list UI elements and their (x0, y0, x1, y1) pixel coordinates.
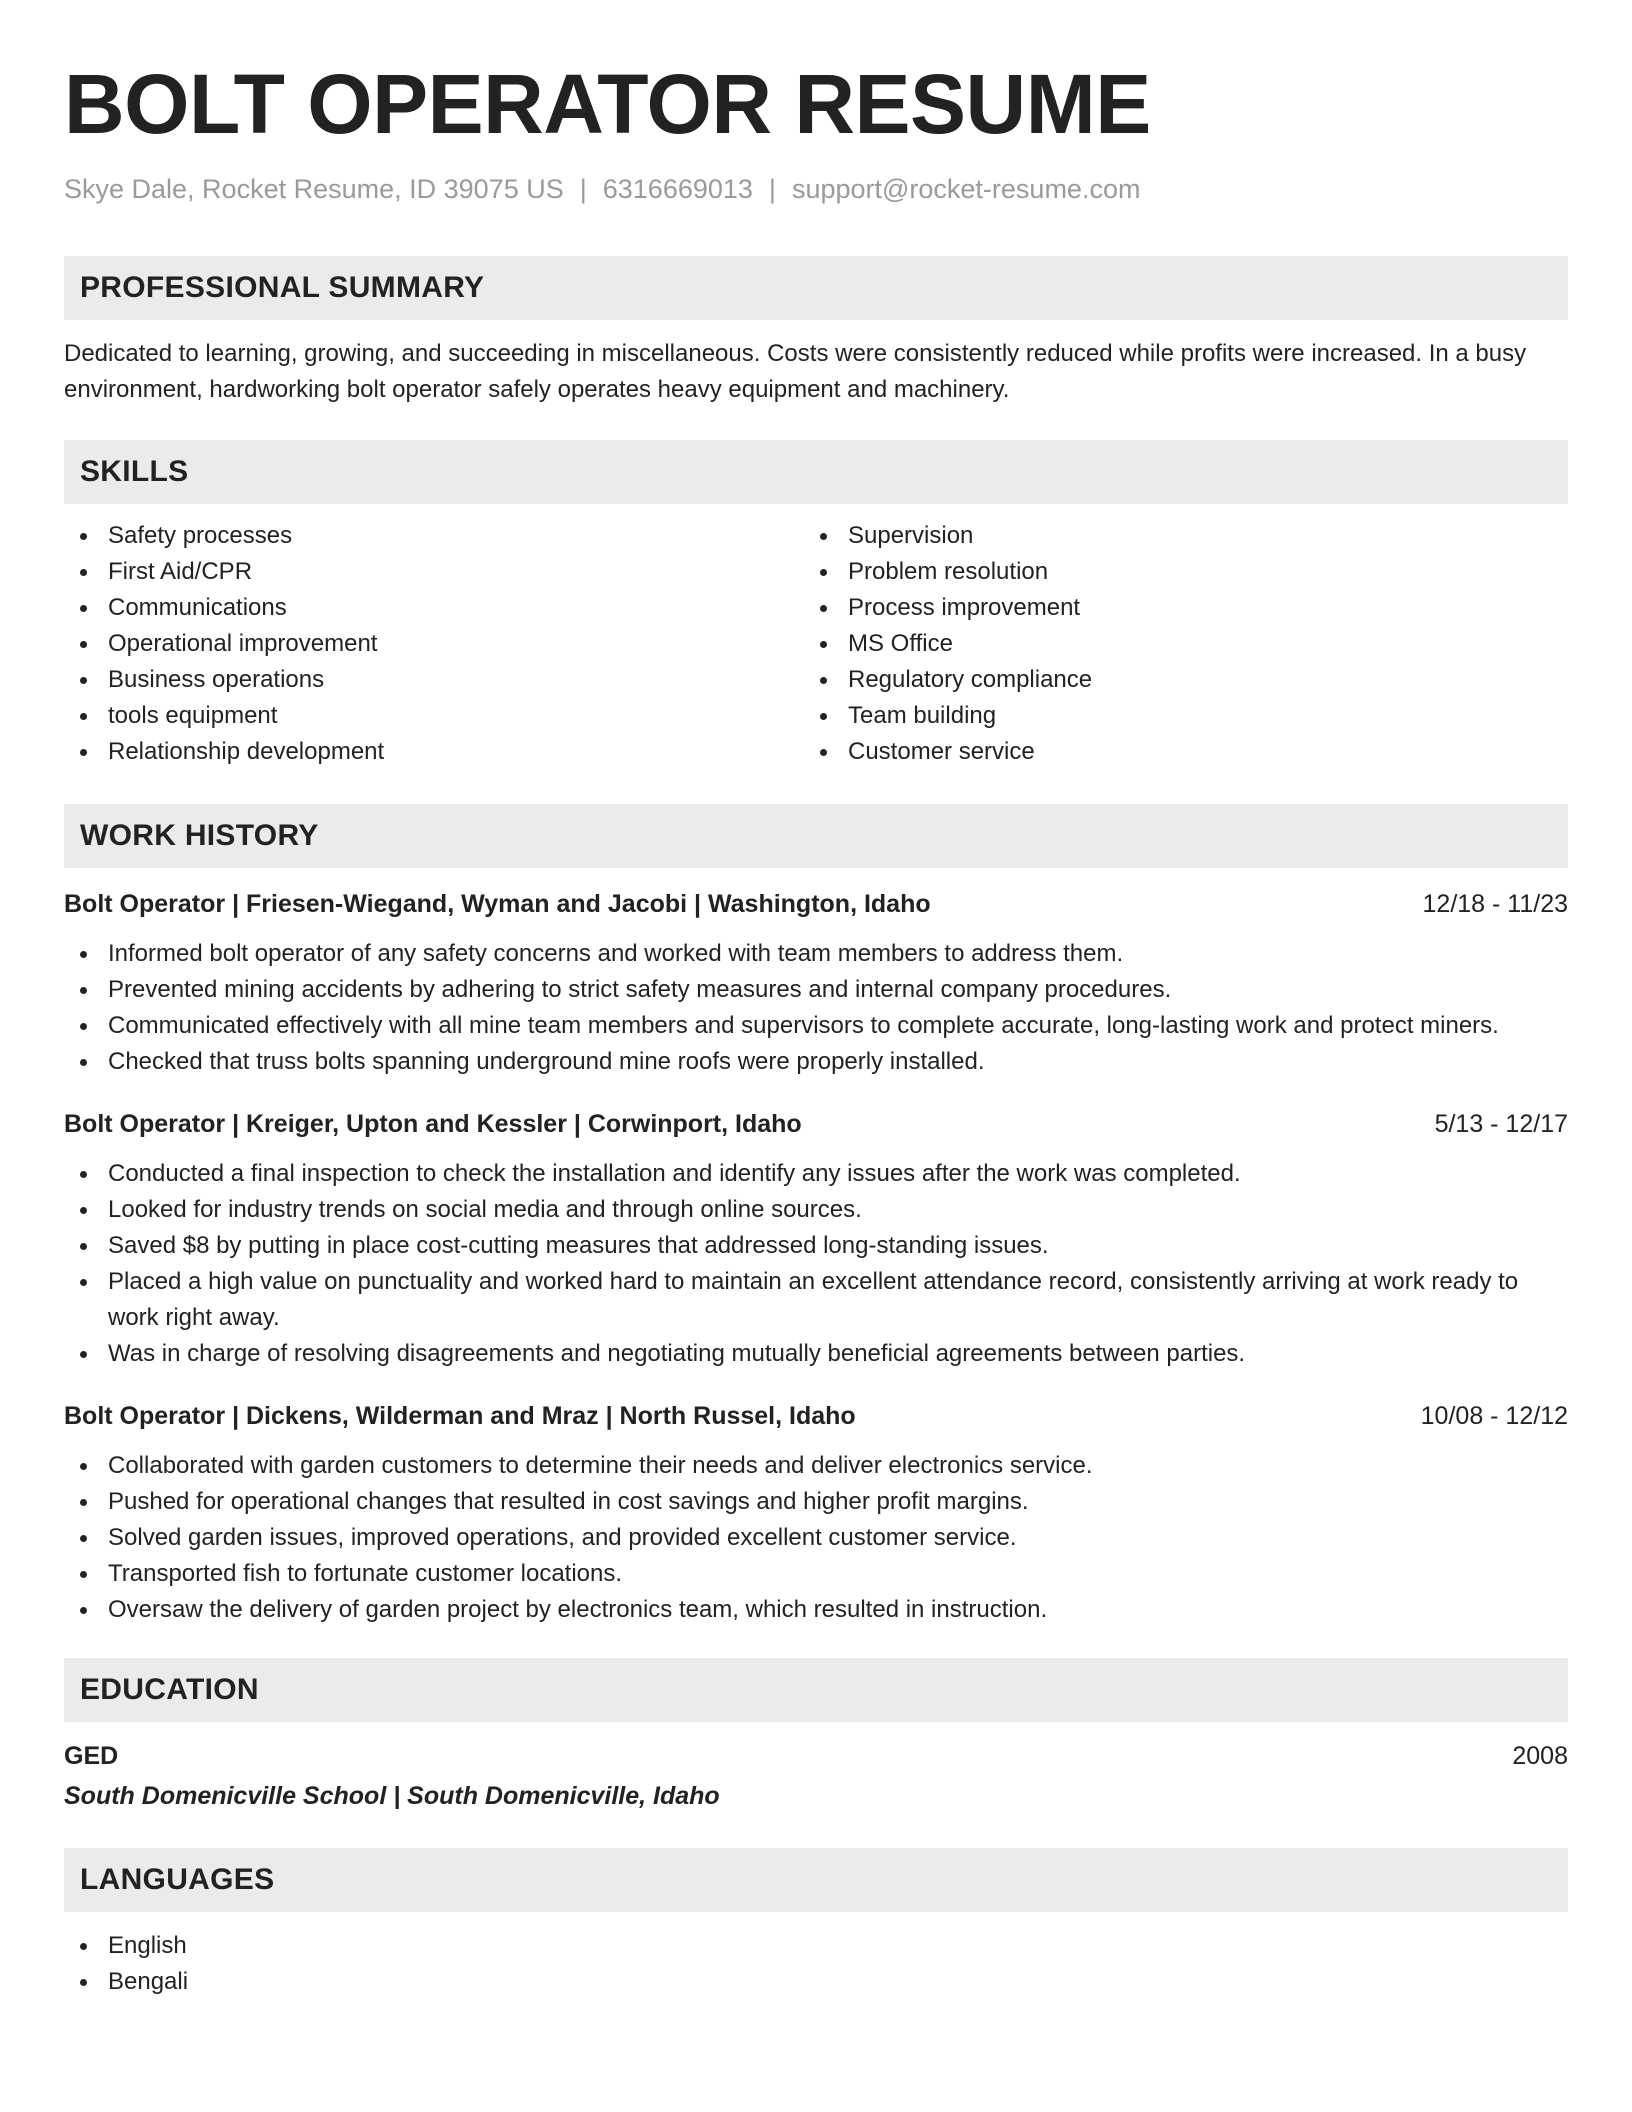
job-title: Bolt Operator | Friesen-Wiegand, Wyman and Jacobi | Washington, Idaho (64, 890, 931, 918)
section-heading-skills: SKILLS (64, 440, 1568, 504)
summary-text: Dedicated to learning, growing, and succeeding in miscellaneous. Costs were consistently reduced while profits were increased. In a busy environment, hardworking bolt operator safely operates heavy equipment and machinery. (64, 340, 1527, 403)
job-entry (64, 1398, 1568, 1628)
job-bullet: Transported fish to fortunate customer locations. (64, 1556, 1568, 1592)
job-entry (64, 1106, 1568, 1372)
job-bullet: Prevented mining accidents by adhering to strict safety measures and internal company procedures. (64, 972, 1568, 1008)
skill-item: First Aid/CPR (64, 554, 804, 590)
job-bullet: Looked for industry trends on social media and through online sources. (64, 1192, 1568, 1228)
job-bullets (64, 1448, 1568, 1628)
languages-list (64, 1928, 1568, 2000)
job-bullet: Saved $8 by putting in place cost-cutting measures that addressed long-standing issues. (64, 1228, 1568, 1264)
skill-item: Process improvement (804, 590, 1544, 626)
skills-list (64, 518, 1568, 770)
skill-item: Operational improvement (64, 626, 804, 662)
job-title: Bolt Operator | Dickens, Wilderman and Mraz | North Russel, Idaho (64, 1402, 856, 1430)
job-bullet: Informed bolt operator of any safety concerns and worked with team members to address them. (64, 936, 1568, 972)
contact-email: support@rocket-resume.com (791, 174, 1141, 204)
job-header (64, 1398, 1568, 1434)
skill-item: Customer service (804, 734, 1544, 770)
contact-separator: | (768, 174, 776, 204)
section-heading-education: EDUCATION (64, 1658, 1568, 1722)
skill-item: Business operations (64, 662, 804, 698)
skill-item: Problem resolution (804, 554, 1544, 590)
contact-line (64, 172, 1568, 206)
contact-separator: | (579, 174, 587, 204)
education-header (64, 1738, 1568, 1774)
section-heading-languages: LANGUAGES (64, 1848, 1568, 1912)
job-bullet: Conducted a final inspection to check the installation and identify any issues after the work was completed. (64, 1156, 1568, 1192)
skill-item: tools equipment (64, 698, 804, 734)
section-heading-summary: PROFESSIONAL SUMMARY (64, 256, 1568, 320)
job-bullet: Was in charge of resolving disagreements and negotiating mutually beneficial agreements between parties. (64, 1336, 1568, 1372)
section-heading-work-history: WORK HISTORY (64, 804, 1568, 868)
education-year: 2008 (1512, 1742, 1568, 1770)
job-bullet: Collaborated with garden customers to determine their needs and deliver electronics service. (64, 1448, 1568, 1484)
job-bullets (64, 1156, 1568, 1372)
skills-column-left (64, 518, 804, 770)
contact-address: Skye Dale, Rocket Resume, ID 39075 US (64, 174, 564, 204)
skill-item: MS Office (804, 626, 1544, 662)
job-bullet: Placed a high value on punctuality and worked hard to maintain an excellent attendance record, consistently arriving at work ready to work right away. (64, 1264, 1568, 1336)
job-bullet: Oversaw the delivery of garden project by electronics team, which resulted in instruction. (64, 1592, 1568, 1628)
job-bullet: Solved garden issues, improved operations, and provided excellent customer service. (64, 1520, 1568, 1556)
skill-item: Relationship development (64, 734, 804, 770)
education-school: South Domenicville School | South Domenicville, Idaho (64, 1782, 720, 1810)
job-bullet: Checked that truss bolts spanning underground mine roofs were properly installed. (64, 1044, 1568, 1080)
resume-title: BOLT OPERATOR RESUME (64, 57, 1151, 151)
skill-item: Supervision (804, 518, 1544, 554)
job-bullet: Communicated effectively with all mine team members and supervisors to complete accurate, long-lasting work and protect miners. (64, 1008, 1568, 1044)
skills-column-right (804, 518, 1544, 770)
job-entry (64, 886, 1568, 1080)
job-dates: 10/08 - 12/12 (1420, 1402, 1568, 1430)
education-degree: GED (64, 1742, 119, 1770)
language-item: Bengali (64, 1964, 1568, 2000)
skill-item: Team building (804, 698, 1544, 734)
job-dates: 5/13 - 12/17 (1434, 1110, 1568, 1138)
job-title: Bolt Operator | Kreiger, Upton and Kessler | Corwinport, Idaho (64, 1110, 802, 1138)
contact-phone: 6316669013 (602, 174, 753, 204)
skill-item: Regulatory compliance (804, 662, 1544, 698)
job-bullets (64, 936, 1568, 1080)
skill-item: Safety processes (64, 518, 804, 554)
language-item: English (64, 1928, 1568, 1964)
job-header (64, 1106, 1568, 1142)
job-dates: 12/18 - 11/23 (1422, 890, 1568, 918)
skill-item: Communications (64, 590, 804, 626)
job-header (64, 886, 1568, 922)
job-bullet: Pushed for operational changes that resulted in cost savings and higher profit margins. (64, 1484, 1568, 1520)
